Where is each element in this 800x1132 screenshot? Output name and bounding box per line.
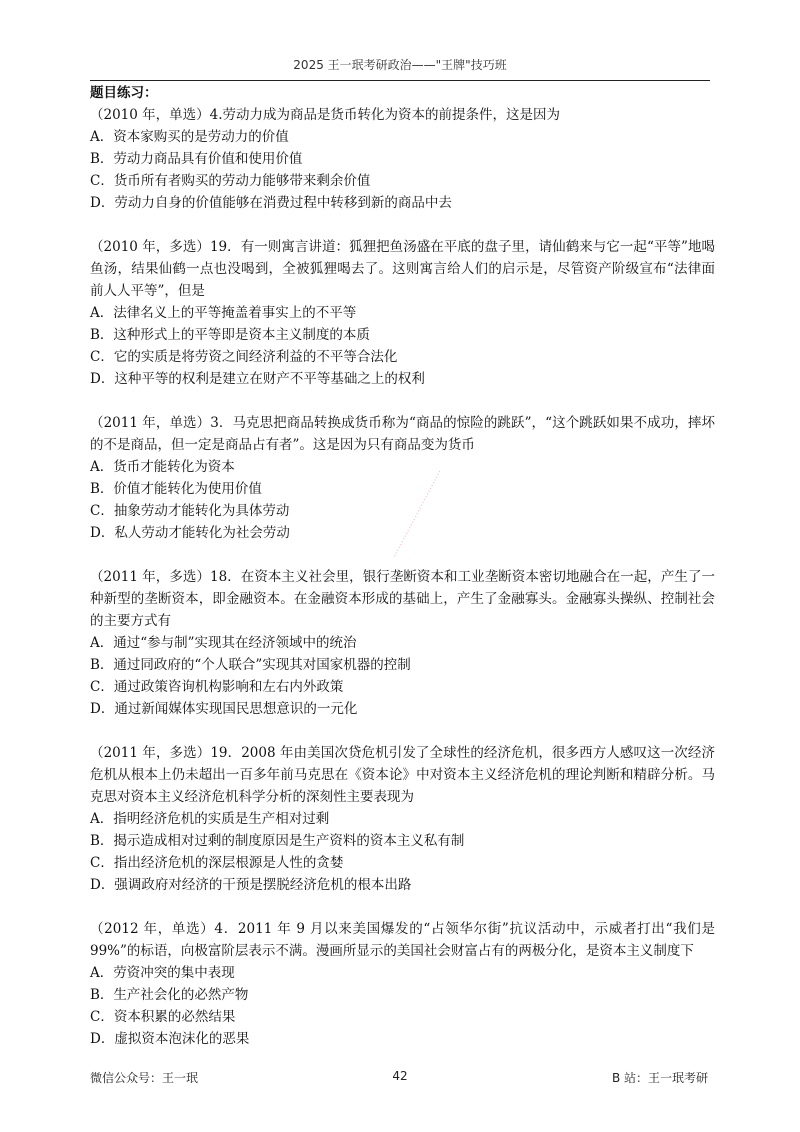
question-stem: （2011 年，多选）19．2008 年由美国次贷危机引发了全球性的经济危机，很多西方人感叹这一次经济危机从根本上仍未超出一百多年前马克思在《资本论》中对资本主义经济危机的理论判断和精辟分析。马克思对资本主义经济危机科学分析的深刻性主要表现为 <box>90 745 715 805</box>
answer-option: B．生产社会化的必然产物 <box>90 987 249 1003</box>
question-block <box>90 412 715 544</box>
page-number: 42 <box>392 1069 408 1083</box>
content-area <box>90 82 715 1072</box>
answer-option: B．这种形式上的平等即是资本主义制度的本质 <box>90 327 370 343</box>
answer-option: B．通过同政府的“个人联合”实现其对国家机器的控制 <box>90 657 411 673</box>
answer-option: C．通过政策咨询机构影响和左右内外政策 <box>90 679 344 695</box>
question-block <box>90 918 715 1050</box>
page-header: 2025 王一珉考研政治——"王牌"技巧班 <box>90 58 710 81</box>
answer-option: D．劳动力自身的价值能够在消费过程中转移到新的商品中去 <box>90 195 452 211</box>
section-title: 题目练习： <box>90 85 158 101</box>
question-stem: （2011 年，单选）3．马克思把商品转换成货币称为“商品的惊险的跳跃”，“这个跳跃如果不成功，摔坏的不是商品，但一定是商品占有者”。这是因为只有商品变为货币 <box>90 415 715 453</box>
page-footer <box>0 1069 800 1087</box>
answer-option: D．通过新闻媒体实现国民思想意识的一元化 <box>90 701 358 717</box>
answer-option: C．它的实质是将劳资之间经济利益的不平等合法化 <box>90 349 398 365</box>
answer-option: D．强调政府对经济的干预是摆脱经济危机的根本出路 <box>90 877 412 893</box>
answer-option: D．这种平等的权利是建立在财产不平等基础之上的权利 <box>90 371 425 387</box>
answer-option: B．揭示造成相对过剩的制度原因是生产资料的资本主义私有制 <box>90 833 465 849</box>
answer-option: A．通过“参与制”实现其在经济领域中的统治 <box>90 635 357 651</box>
question-list <box>90 104 715 1050</box>
answer-option: A．资本家购买的是劳动力的价值 <box>90 129 289 145</box>
question-stem: （2011 年，多选）18．在资本主义社会里，银行垄断资本和工业垄断资本密切地融合在一起，产生了一种新型的垄断资本，即金融资本。在金融资本形成的基础上，产生了金融寡头。金融寡头操纵、控制社会的主要方式有 <box>90 569 715 629</box>
question-stem: （2010 年，多选）19．有一则寓言讲道：狐狸把鱼汤盛在平底的盘子里，请仙鹤来与它一起“平等”地喝鱼汤，结果仙鹤一点也没喝到，全被狐狸喝去了。这则寓言给人们的启示是，尽管资产阶级宣布“法律面前人人平等”，但是 <box>90 239 715 299</box>
question-block <box>90 742 715 896</box>
answer-option: D．虚拟资本泡沫化的恶果 <box>90 1031 250 1047</box>
answer-option: C．抽象劳动才能转化为具体劳动 <box>90 503 290 519</box>
answer-option: C．货币所有者购买的劳动力能够带来剩余价值 <box>90 173 371 189</box>
question-stem: （2010 年，单选）4.劳动力成为商品是货币转化为资本的前提条件，这是因为 <box>90 107 561 123</box>
footer-wechat: 微信公众号：王一珉 <box>90 1071 199 1085</box>
answer-option: A．指明经济危机的实质是生产相对过剩 <box>90 811 330 827</box>
answer-option: A．货币才能转化为资本 <box>90 459 235 475</box>
watermark: ······························· <box>390 467 446 561</box>
footer-bilibili: B 站：王一珉考研 <box>611 1071 708 1085</box>
answer-option: B．劳动力商品具有价值和使用价值 <box>90 151 303 167</box>
question-stem: （2012 年，单选）4．2011 年 9 月以来美国爆发的“占领华尔街”抗议活动中，示威者打出“我们是 99%”的标语，向极富阶层表示不满。漫画所显示的美国社会财富占有的两极分化，是资本主义制度下 <box>90 921 715 959</box>
question-block <box>90 104 715 214</box>
answer-option: A．法律名义上的平等掩盖着事实上的不平等 <box>90 305 357 321</box>
answer-option: B．价值才能转化为使用价值 <box>90 481 262 497</box>
answer-option: D．私人劳动才能转化为社会劳动 <box>90 525 290 541</box>
answer-option: C．资本积累的必然结果 <box>90 1009 236 1025</box>
question-block <box>90 566 715 720</box>
answer-option: C．指出经济危机的深层根源是人性的贪婪 <box>90 855 344 871</box>
question-block <box>90 236 715 390</box>
answer-option: A．劳资冲突的集中表现 <box>90 965 235 981</box>
